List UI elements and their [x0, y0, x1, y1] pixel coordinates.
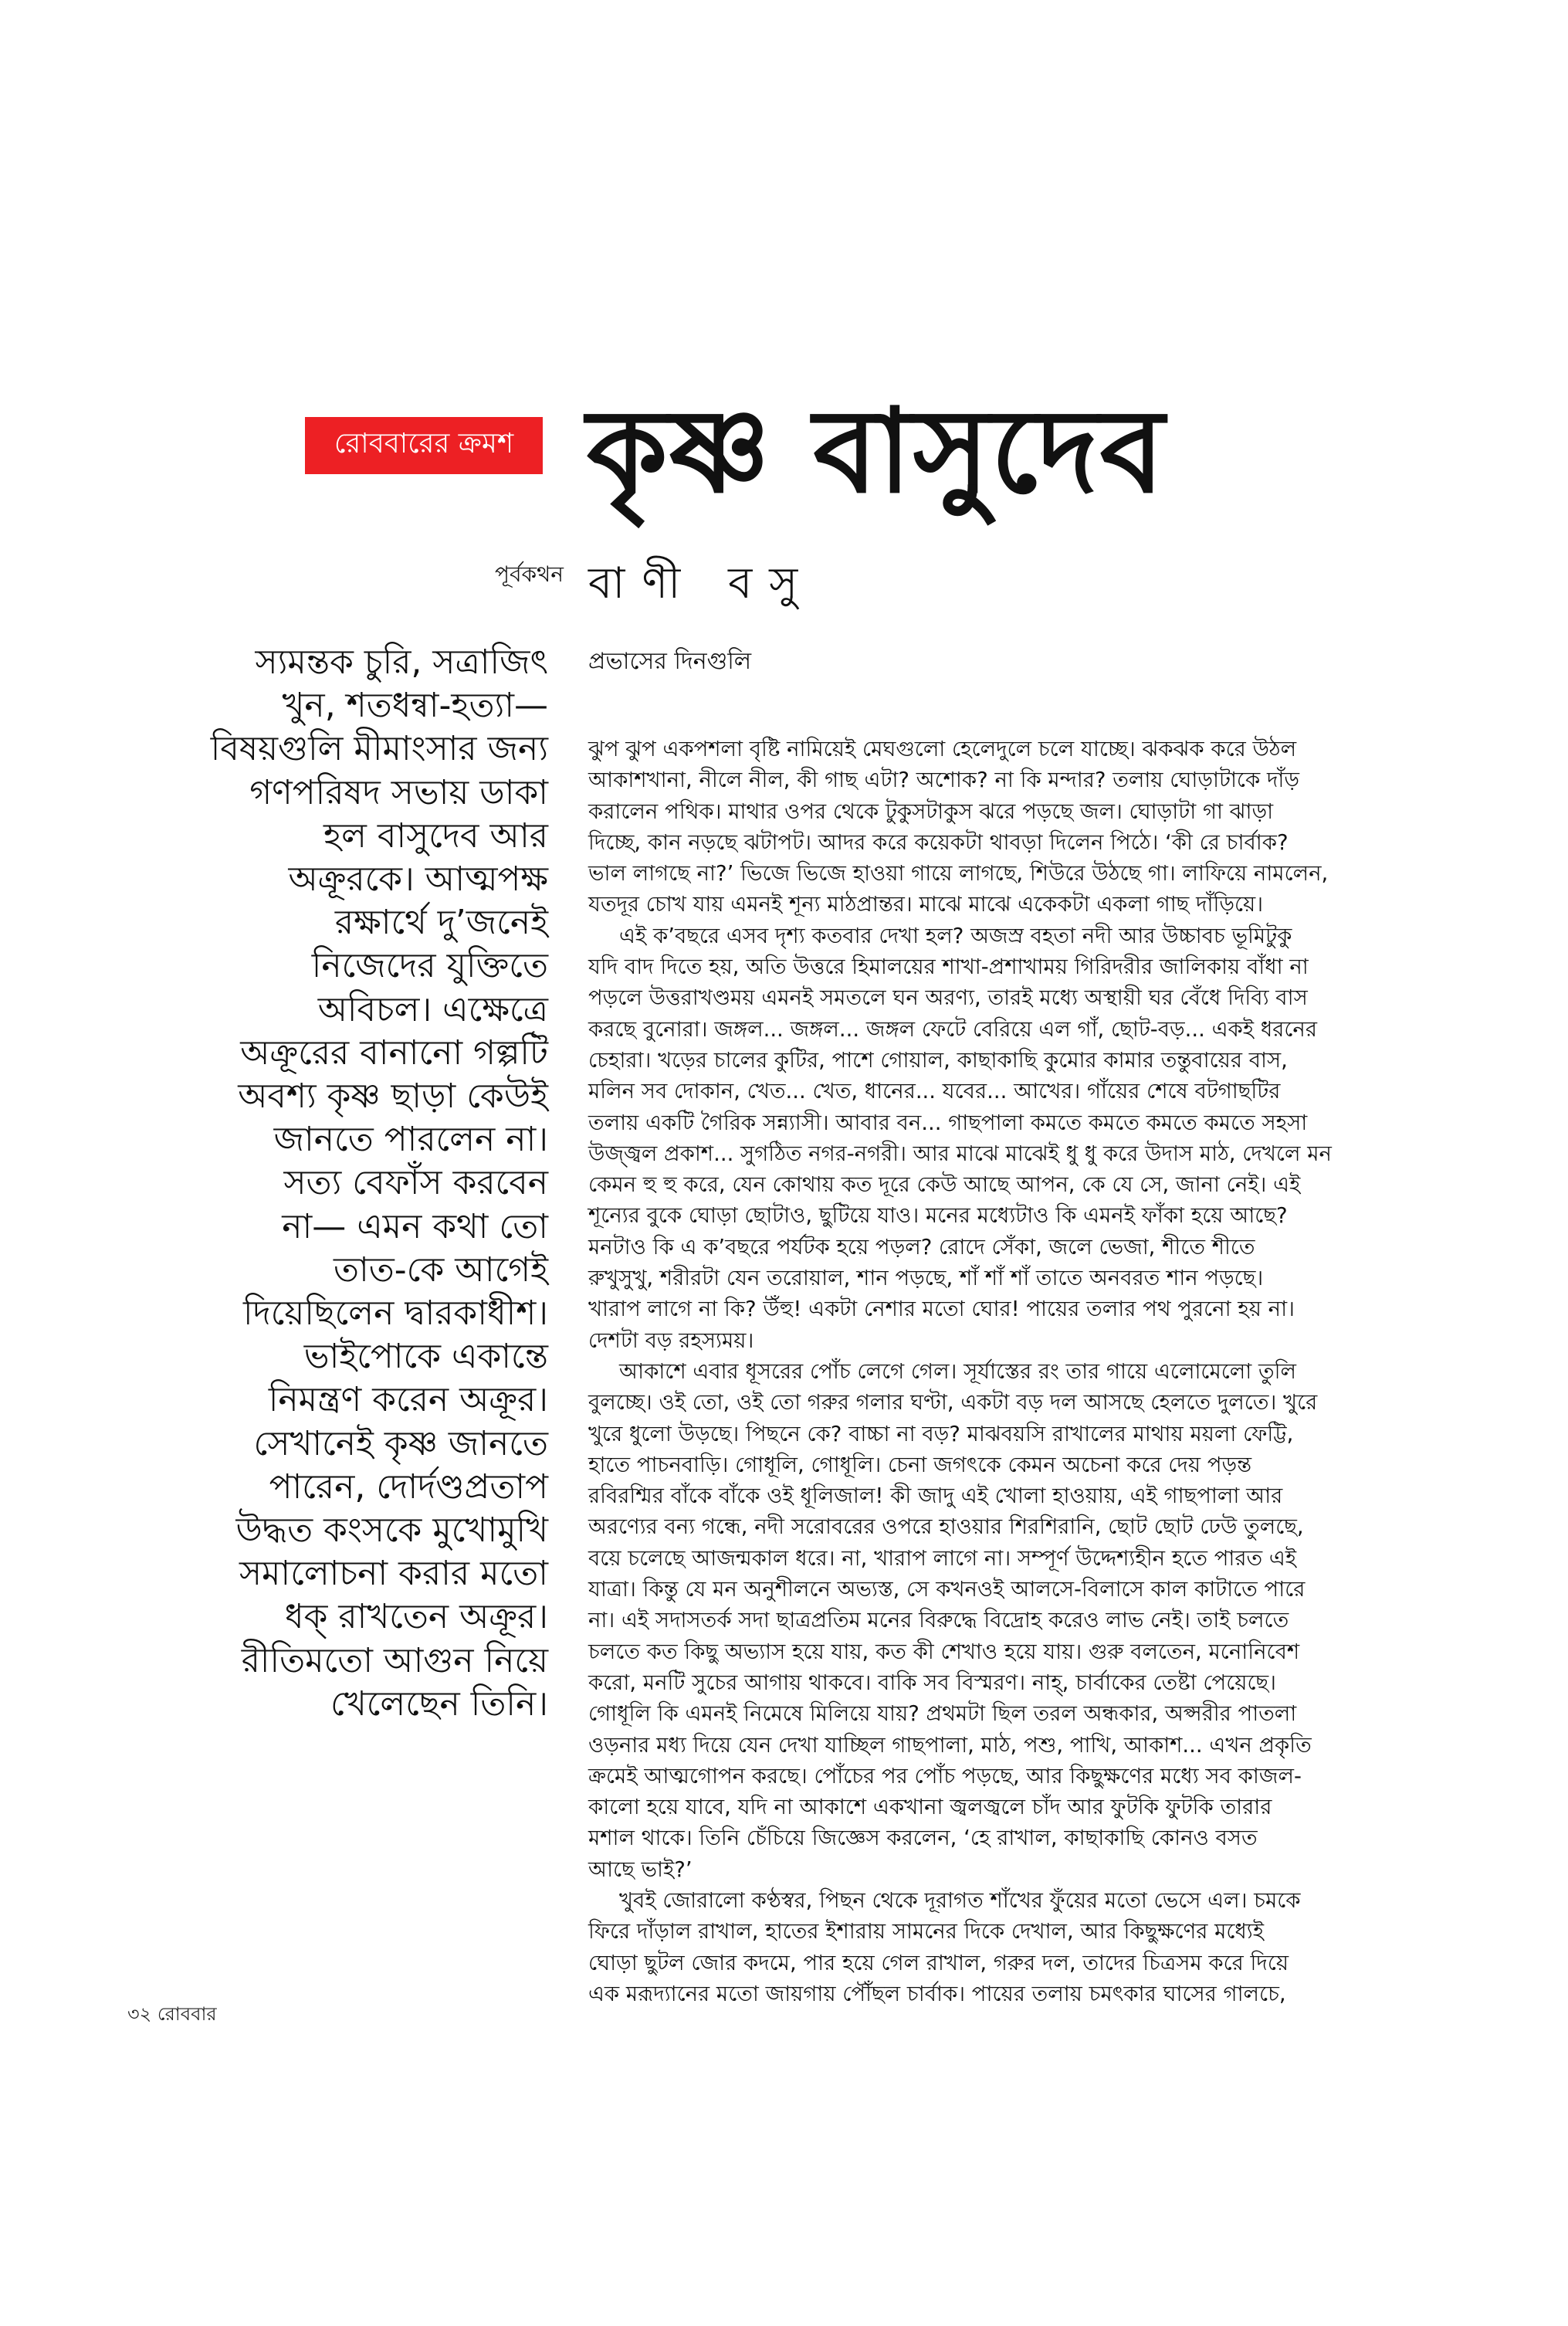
body-line: পড়লে উত্তরাখণ্ডময় এমনই সমতলে ঘন অরণ্য, তারই মধ্যে অস্থায়ী ঘর বেঁধে দিব্যি বাস — [588, 985, 1308, 1011]
body-line: আকাশখানা, নীলে নীল, কী গাছ এটা? অশোক? না কি মন্দার? তলায় ঘোড়াটাকে দাঁড় — [588, 768, 1300, 793]
body-line: তলায় একটি গৈরিক সন্ন্যাসী। আবার বন... গাছপালা কমতে কমতে কমতে কমতে সহসা — [588, 1110, 1308, 1135]
body-line: উজ্জ্বল প্রকাশ... সুগঠিত নগর-নগরী। আর মাঝে মাঝেই ধু ধু করে উদাস মাঠ, দেখলে মন — [588, 1141, 1332, 1166]
page-folio: ৩২ রোববার — [127, 2003, 217, 2025]
body-line: যতদূর চোখ যায় এমনই শূন্য মাঠপ্রান্তর। মাঝে মাঝে একেকটা একলা গাছ দাঁড়িয়ে। — [588, 892, 1264, 917]
body-line: কেমন হু হু করে, যেন কোথায় কত দূরে কেউ আছে আপন, কে যে সে, জানা নেই। এই — [588, 1172, 1301, 1198]
body-line: যাত্রা। কিন্তু যে মন অনুশীলনে অভ্যস্ত, সে কখনওই আলসে-বিলাসে কাল কাটাতে পারে — [588, 1577, 1306, 1602]
pull-quote-line: নিজেদের যুক্তিতে — [311, 946, 548, 986]
body-line: করছে বুনোরা। জঙ্গল... জঙ্গল... জঙ্গল ফেটে বেরিয়ে এল গাঁ, ছোট-বড়... একই ধরনের — [588, 1016, 1317, 1042]
body-line: চলতে কত কিছু অভ্যাস হয়ে যায়, কত কী শেখাও হয়ে যায়। গুরু বলতেন, মনোনিবেশ — [588, 1639, 1300, 1664]
body-line: মশাল থাকে। তিনি চেঁচিয়ে জিজ্ঞেস করলেন, ‘হে রাখাল, কাছাকাছি কোনও বসত — [588, 1826, 1258, 1851]
pull-quote — [85, 641, 548, 1726]
pull-quote-line: ভাইপোকে একান্তে — [303, 1337, 548, 1377]
pull-quote-line: গণপরিষদ সভায় ডাকা — [249, 772, 548, 812]
body-paragraph — [588, 734, 1468, 921]
body-line: গোধূলি কি এমনই নিমেষে মিলিয়ে যায়? প্রথমটা ছিল তরল অন্ধকার, অপ্সরীর পাতলা — [588, 1701, 1297, 1727]
body-line: দেশটা বড় রহস্যময়। — [588, 1327, 754, 1353]
pull-quote-line: সমালোচনা করার মতো — [239, 1554, 548, 1594]
body-line: মলিন সব দোকান, খেত... খেত, ধানের... যবের... আখের। গাঁয়ের শেষে বটগাছটির — [588, 1079, 1281, 1104]
pull-quote-line: দিয়েছিলেন দ্বারকাধীশ। — [243, 1294, 548, 1334]
body-line: আকাশে এবার ধূসরের পোঁচ লেগে গেল। সূর্যাস্তের রং তার গায়ে এলোমেলো তুলি — [619, 1358, 1296, 1384]
page-title: কৃষ্ণ বাসুদেব — [587, 385, 1167, 519]
body-line: হাতে পাচনবাড়ি। গোধূলি, গোধূলি। চেনা জগৎকে কেমন অচেনা করে দেয় পড়ন্ত — [588, 1452, 1252, 1477]
pull-quote-line: রীতিমতো আগুন নিয়ে — [241, 1640, 548, 1680]
body-line: বুলচ্ছে। ওই তো, ওই তো গরুর গলার ঘণ্টা, একটা বড় দল আসছে হেলতে দুলতে। খুরে — [588, 1390, 1318, 1416]
pull-quote-line: উদ্ধত কংসকে মুখোমুখি — [235, 1511, 548, 1551]
body-paragraph — [588, 921, 1468, 1356]
body-line: দিচ্ছে, কান নড়ছে ঝটাপট। আদর করে কয়েকটা থাবড়া দিলেন পিঠে। ‘কী রে চার্বাক? — [588, 829, 1289, 855]
body-line: আছে ভাই?’ — [588, 1856, 693, 1882]
body-line: রুখুসুখু, শরীরটা যেন তরোয়াল, শান পড়ছে, শাঁ শাঁ শাঁ তাতে অনবরত শান পড়ছে। — [588, 1266, 1264, 1291]
body-line: খুবই জোরালো কণ্ঠস্বর, পিছন থেকে দূরাগত শাঁখের ফুঁয়ের মতো ভেসে এল। চমকে — [619, 1887, 1301, 1913]
body-line: না। এই সদাসতর্ক সদা ছাত্রপ্রতিম মনের বিরুদ্ধে বিদ্রোহ করেও লাভ নেই। তাই চলতে — [588, 1608, 1289, 1633]
body-line: করালেন পথিক। মাথার ওপর থেকে টুকুসটাকুস ঝরে পড়ছে জল। ঘোড়াটা গা ঝাড়া — [588, 799, 1274, 824]
body-line: শূন্যের বুকে ঘোড়া ছোটাও, ছুটিয়ে যাও। মনের মধ্যেটাও কি এমনই ফাঁকা হয়ে আছে? — [588, 1203, 1288, 1229]
body-line: ওড়নার মধ্য দিয়ে যেন দেখা যাচ্ছিল গাছপালা, মাঠ, পশু, পাখি, আকাশ... এখন প্রকৃতি — [588, 1732, 1312, 1758]
body-line: এই ক’বছরে এসব দৃশ্য কতবার দেখা হল? অজস্র বহতা নদী আর উচ্চাবচ ভূমিটুকু — [619, 923, 1292, 948]
pull-quote-line: অক্রূরকে। আত্মপক্ষ — [288, 860, 548, 900]
body-line: কালো হয়ে যাবে, যদি না আকাশে একখানা জ্বলজ্বলে চাঁদ আর ফুটকি ফুটকি তারার — [588, 1795, 1272, 1820]
body-line: ঝুপ ঝুপ একপশলা বৃষ্টি নামিয়েই মেঘগুলো হেলেদুলে চলে যাচ্ছে। ঝকঝক করে উঠল — [588, 737, 1297, 761]
body-line: মনটাও কি এ ক’বছরে পর্যটক হয়ে পড়ল? রোদে সেঁকা, জলে ভেজা, শীতে শীতে — [588, 1234, 1255, 1260]
pull-quote-line: জানতে পারলেন না। — [273, 1120, 548, 1160]
body-line: করো, মনটি সুচের আগায় থাকবে। বাকি সব বিস্মরণ। নাহ্, চার্বাকের তেষ্টা পেয়েছে। — [588, 1670, 1277, 1695]
body-line: চেহারা। খড়ের চালের কুটির, পাশে গোয়াল, কাছাকাছি কুমোর কামার তন্তুবায়ের বাস, — [588, 1047, 1288, 1073]
body-line: রবিরশ্মির বাঁকে বাঁকে ওই ধূলিজাল! কী জাদু এই খোলা হাওয়ায়, এই গাছপালা আর — [588, 1483, 1283, 1509]
pull-quote-line: ধক্ রাখতেন অক্রূর। — [284, 1597, 548, 1637]
body-line: বয়ে চলেছে আজন্মকাল ধরে। না, খারাপ লাগে না। সম্পূর্ণ উদ্দেশ্যহীন হতে পারত এই — [588, 1545, 1297, 1571]
author-byline: বাণী বসু — [588, 558, 815, 609]
pull-quote-line: সত্য বেফাঁস করবেন — [283, 1163, 548, 1203]
body-line: ঘোড়া ছুটল জোর কদমে, পার হয়ে গেল রাখাল, গরুর দল, তাদের চিত্রসম করে দিয়ে — [588, 1950, 1289, 1975]
series-label-badge — [305, 417, 543, 474]
pull-quote-line: তাত-কে আগেই — [333, 1249, 548, 1290]
body-line: এক মরূদ্যানের মতো জায়গায় পৌঁছল চার্বাক। পায়ের তলায় চমৎকার ঘাসের গালচে, — [588, 1981, 1286, 2006]
pull-quote-line: রক্ষার্থে দু’জনেই — [334, 903, 548, 943]
pull-quote-line: স্যমন্তক চুরি, সত্রাজিৎ — [255, 643, 548, 682]
pull-quote-line: খেলেছেন তিনি। — [330, 1683, 548, 1724]
body-line: ভাল লাগছে না?’ ভিজে ভিজে হাওয়া গায়ে লাগছে, শিউরে উঠছে গা। লাফিয়ে নামলেন, — [588, 861, 1329, 887]
body-paragraph — [588, 1356, 1468, 1885]
pull-quote-line: অক্রূরের বানানো গল্পটি — [240, 1032, 548, 1073]
pull-quote-line: হল বাসুদেব আর — [323, 815, 548, 856]
series-label-text: রোববারের ক্রমশ — [334, 428, 514, 459]
body-line: খারাপ লাগে না কি? উঁহু! একটা নেশার মতো ঘোর! পায়ের তলার পথ পুরনো হয় না। — [588, 1297, 1295, 1322]
pull-quote-line: বিষয়গুলি মীমাংসার জন্য — [210, 729, 548, 769]
pull-quote-line: না— এমন কথা তো — [282, 1206, 548, 1246]
pull-quote-line: পারেন, দোর্দণ্ডপ্রতাপ — [269, 1466, 548, 1507]
article-body — [588, 734, 1468, 2009]
body-line: ক্রমেই আত্মগোপন করছে। পোঁচের পর পোঁচ পড়ছে, আর কিছুক্ষণের মধ্যে সব কাজল- — [588, 1763, 1302, 1789]
pull-quote-line: খুন, শতধন্বা-হত্যা— — [282, 686, 548, 726]
body-line: অরণ্যের বন্য গন্ধে, নদী সরোবরের ওপরে হাওয়ার শিরশিরানি, ছোট ছোট ঢেউ তুলছে, — [588, 1514, 1304, 1540]
body-line: খুরে ধুলো উড়ছে। পিছনে কে? বাচ্চা না বড়? মাঝবয়সি রাখালের মাথায় ময়লা ফেট্টি, — [588, 1421, 1294, 1446]
pull-quote-line: নিমন্ত্রণ করেন অক্রূর। — [268, 1380, 548, 1420]
section-kicker: পূর্বকথন — [494, 561, 564, 587]
pull-quote-line: অবিচল। এক্ষেত্রে — [317, 989, 548, 1029]
pull-quote-line: অবশ্য কৃষ্ণ ছাড়া কেউই — [238, 1077, 548, 1117]
body-line: ফিরে দাঁড়াল রাখাল, হাতের ইশারায় সামনের দিকে দেখাল, আর কিছুক্ষণের মধ্যেই — [588, 1919, 1265, 1945]
body-paragraph — [588, 1885, 1468, 2009]
pull-quote-line: সেখানেই কৃষ্ণ জানতে — [253, 1423, 548, 1463]
chapter-subhead: প্রভাসের দিনগুলি — [588, 648, 752, 675]
body-line: যদি বাদ দিতে হয়, অতি উত্তরে হিমালয়ের শাখা-প্রশাখাময় গিরিদরীর জালিকায় বাঁধা না — [588, 954, 1309, 980]
